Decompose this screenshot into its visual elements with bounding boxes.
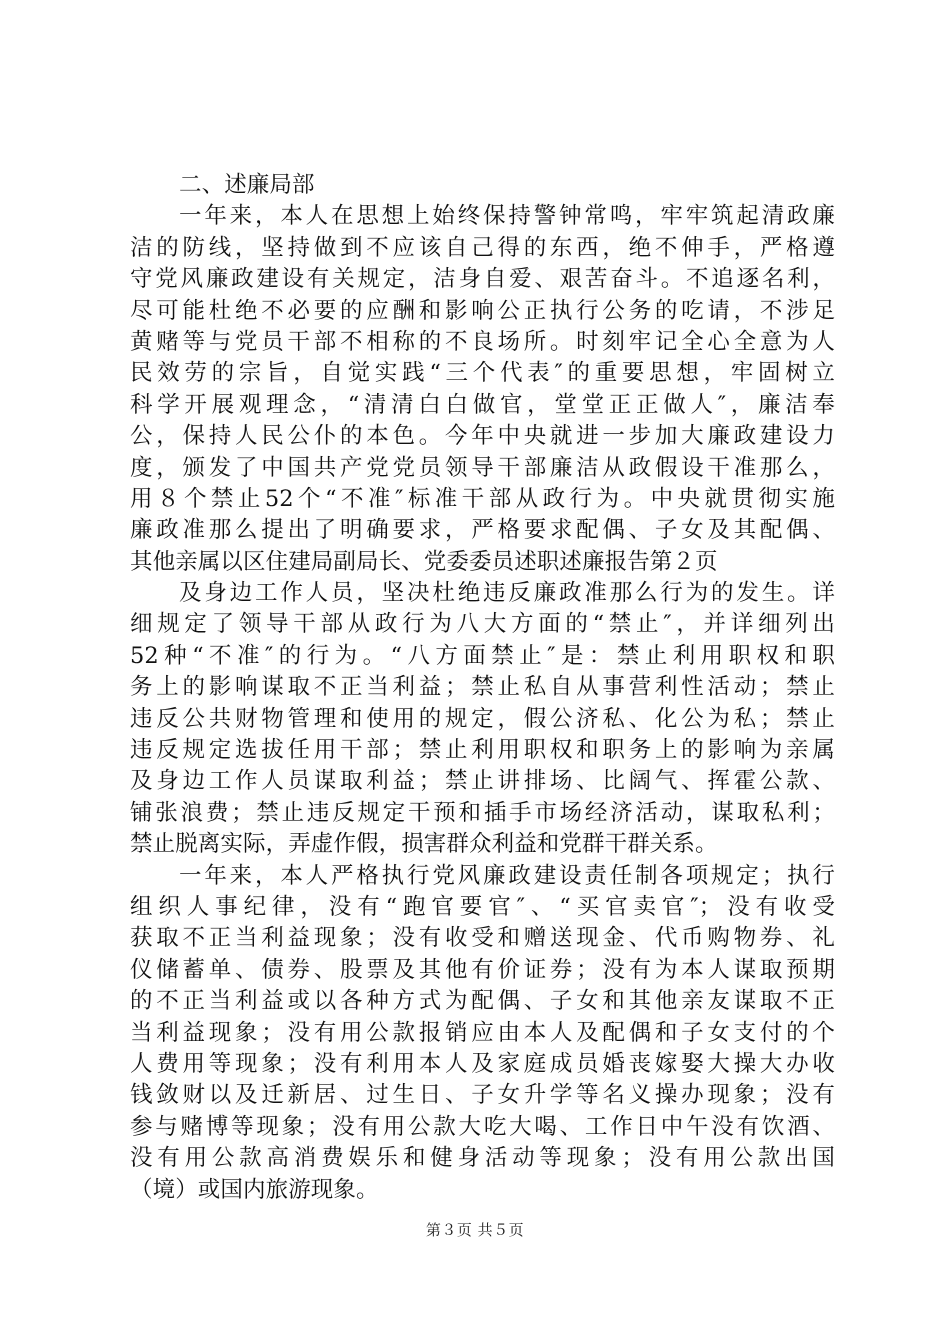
text-line: 用８个禁止52个“不准″标准干部从政行为。中央就贯彻实施 <box>130 485 835 512</box>
text-line: 的不正当利益或以各种方式为配偶、子女和其他亲友谋取不正 <box>130 988 835 1015</box>
page-number: 第３页 共５页 <box>425 1221 525 1239</box>
text-line: 细规定了领导干部从政行为八大方面的“禁止″，并详细列出 <box>130 611 835 638</box>
text-line: 一年来，本人严格执行党风廉政建设责任制各项规定；执行 <box>179 862 835 889</box>
text-line: 违反公共财物管理和使用的规定，假公济私、化公为私；禁止 <box>130 705 835 732</box>
text-line: 52种“不准″的行为。“八方面禁止″是：禁止利用职权和职 <box>130 642 835 669</box>
text-line: 禁止脱离实际，弄虚作假，损害群众利益和党群干群关系。 <box>130 831 718 858</box>
text-line: 没有用公款高消费娱乐和健身活动等现象；没有用公款出国 <box>130 1145 835 1172</box>
paragraph-1 <box>130 201 835 578</box>
text-line: 参与赌博等现象；没有用公款大吃大喝、工作日中午没有饮酒、 <box>130 1113 835 1140</box>
text-line: 洁的防线，坚持做到不应该自己得的东西，绝不伸手，严格遵 <box>130 234 835 261</box>
text-line: 廉政准那么提出了明确要求，严格要求配偶、子女及其配偶、 <box>130 517 835 544</box>
text-line: 尽可能杜绝不必要的应酬和影响公正执行公务的吃请，不涉足 <box>130 297 835 324</box>
paragraph-3 <box>130 861 835 1206</box>
text-line: 违反规定选拔任用干部；禁止利用职权和职务上的影响为亲属 <box>130 737 835 764</box>
text-line: 度，颁发了中国共产党党员领导干部廉洁从政假设干准那么， <box>130 454 835 481</box>
paragraph-2 <box>130 578 835 861</box>
text-line: 民效劳的宗旨，自觉实践“三个代表″的重要思想，牢固树立 <box>130 360 835 387</box>
text-line: 一年来，本人在思想上始终保持警钟常鸣，牢牢筑起清政廉 <box>179 203 835 230</box>
text-line: （境）或国内旅游现象。 <box>130 1176 379 1203</box>
text-line: 组织人事纪律，没有“跑官要官″、“买官卖官″；没有收受 <box>130 893 835 920</box>
section-heading: 二、述廉局部 <box>179 172 315 198</box>
text-line: 科学开展观理念，“清清白白做官，堂堂正正做人″，廉洁奉 <box>130 391 835 418</box>
text-line: 人费用等现象；没有利用本人及家庭成员婚丧嫁娶大操大办收 <box>130 1050 835 1077</box>
text-line: 其他亲属以区住建局副局长、党委委员述职述廉报告第２页 <box>130 548 718 575</box>
text-line: 公，保持人民公仆的本色。今年中央就进一步加大廉政建设力 <box>130 423 835 450</box>
text-line: 守党风廉政建设有关规定，洁身自爱、艰苦奋斗。不追逐名利， <box>130 266 835 293</box>
text-line: 钱敛财以及迁新居、过生日、子女升学等名义操办现象；没有 <box>130 1082 835 1109</box>
text-line: 黄赌等与党员干部不相称的不良场所。时刻牢记全心全意为人 <box>130 328 835 355</box>
text-line: 仪储蓄单、债券、股票及其他有价证券；没有为本人谋取预期 <box>130 956 835 983</box>
text-line: 务上的影响谋取不正当利益；禁止私自从事营利性活动；禁止 <box>130 674 835 701</box>
document-body <box>130 170 835 1206</box>
text-line: 铺张浪费；禁止违反规定干预和插手市场经济活动，谋取私利； <box>130 799 835 826</box>
text-line: 及身边工作人员谋取利益；禁止讲排场、比阔气、挥霍公款、 <box>130 768 835 795</box>
text-line: 当利益现象；没有用公款报销应由本人及配偶和子女支付的个 <box>130 1019 835 1046</box>
text-line: 及身边工作人员，坚决杜绝违反廉政准那么行为的发生。详 <box>179 580 835 607</box>
text-line: 获取不正当利益现象；没有收受和赠送现金、代币购物券、礼 <box>130 925 835 952</box>
